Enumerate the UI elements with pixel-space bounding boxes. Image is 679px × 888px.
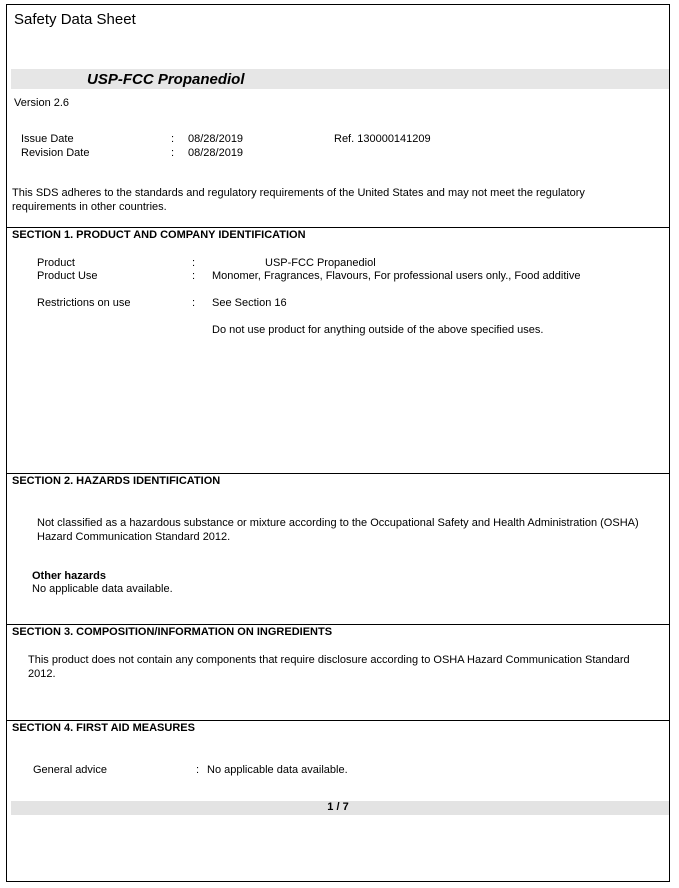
section-2-heading: SECTION 2. HAZARDS IDENTIFICATION bbox=[12, 475, 221, 487]
product-use-sep: : bbox=[192, 270, 196, 282]
reference-number: Ref. 130000141209 bbox=[334, 133, 431, 145]
general-advice-sep: : bbox=[196, 764, 200, 776]
product-name: USP-FCC Propanediol bbox=[87, 71, 245, 88]
section-divider bbox=[7, 473, 669, 474]
product-sep: : bbox=[192, 257, 196, 269]
compliance-statement: This SDS adheres to the standards and regulatory requirements of the United States and may not meet the regulatory requirements in other countries. bbox=[12, 187, 585, 213]
product-use-value: Monomer, Fragrances, Flavours, For professional users only., Food additive bbox=[212, 270, 581, 282]
revision-date-value: 08/28/2019 bbox=[188, 147, 244, 159]
restrictions-label: Restrictions on use bbox=[37, 297, 131, 309]
general-advice-value: No applicable data available. bbox=[207, 764, 348, 776]
version-label: Version 2.6 bbox=[14, 97, 70, 109]
section-divider bbox=[7, 624, 669, 625]
issue-date-sep: : bbox=[171, 133, 175, 145]
restrictions-sep: : bbox=[192, 297, 196, 309]
section-divider bbox=[7, 720, 669, 721]
issue-date-label: Issue Date bbox=[21, 133, 74, 145]
section-1-heading: SECTION 1. PRODUCT AND COMPANY IDENTIFICATION bbox=[12, 229, 306, 241]
revision-date-sep: : bbox=[171, 147, 175, 159]
product-value: USP-FCC Propanediol bbox=[265, 257, 376, 269]
use-restriction-note: Do not use product for anything outside of the above specified uses. bbox=[212, 324, 544, 336]
general-advice-label: General advice bbox=[33, 764, 107, 776]
document-title: Safety Data Sheet bbox=[14, 11, 136, 28]
section-4-heading: SECTION 4. FIRST AID MEASURES bbox=[12, 722, 195, 734]
revision-date-label: Revision Date bbox=[21, 147, 90, 159]
other-hazards-text: No applicable data available. bbox=[32, 583, 173, 595]
section-3-heading: SECTION 3. COMPOSITION/INFORMATION ON INGREDIENTS bbox=[12, 626, 333, 638]
other-hazards-title: Other hazards bbox=[32, 570, 106, 582]
composition-text: This product does not contain any components that require disclosure according to OSHA Hazard Communication Standard 2012. bbox=[28, 654, 630, 680]
page-number: 1 / 7 bbox=[327, 801, 349, 813]
product-label: Product bbox=[37, 257, 75, 269]
issue-date-value: 08/28/2019 bbox=[188, 133, 244, 145]
product-use-label: Product Use bbox=[37, 270, 98, 282]
section-divider bbox=[7, 227, 669, 228]
restrictions-value: See Section 16 bbox=[212, 297, 287, 309]
hazard-classification-text: Not classified as a hazardous substance or mixture according to the Occupational Safety and Health Administration (OSHA) Hazard Communication Standard 2012. bbox=[37, 517, 639, 543]
sds-page bbox=[6, 4, 670, 882]
